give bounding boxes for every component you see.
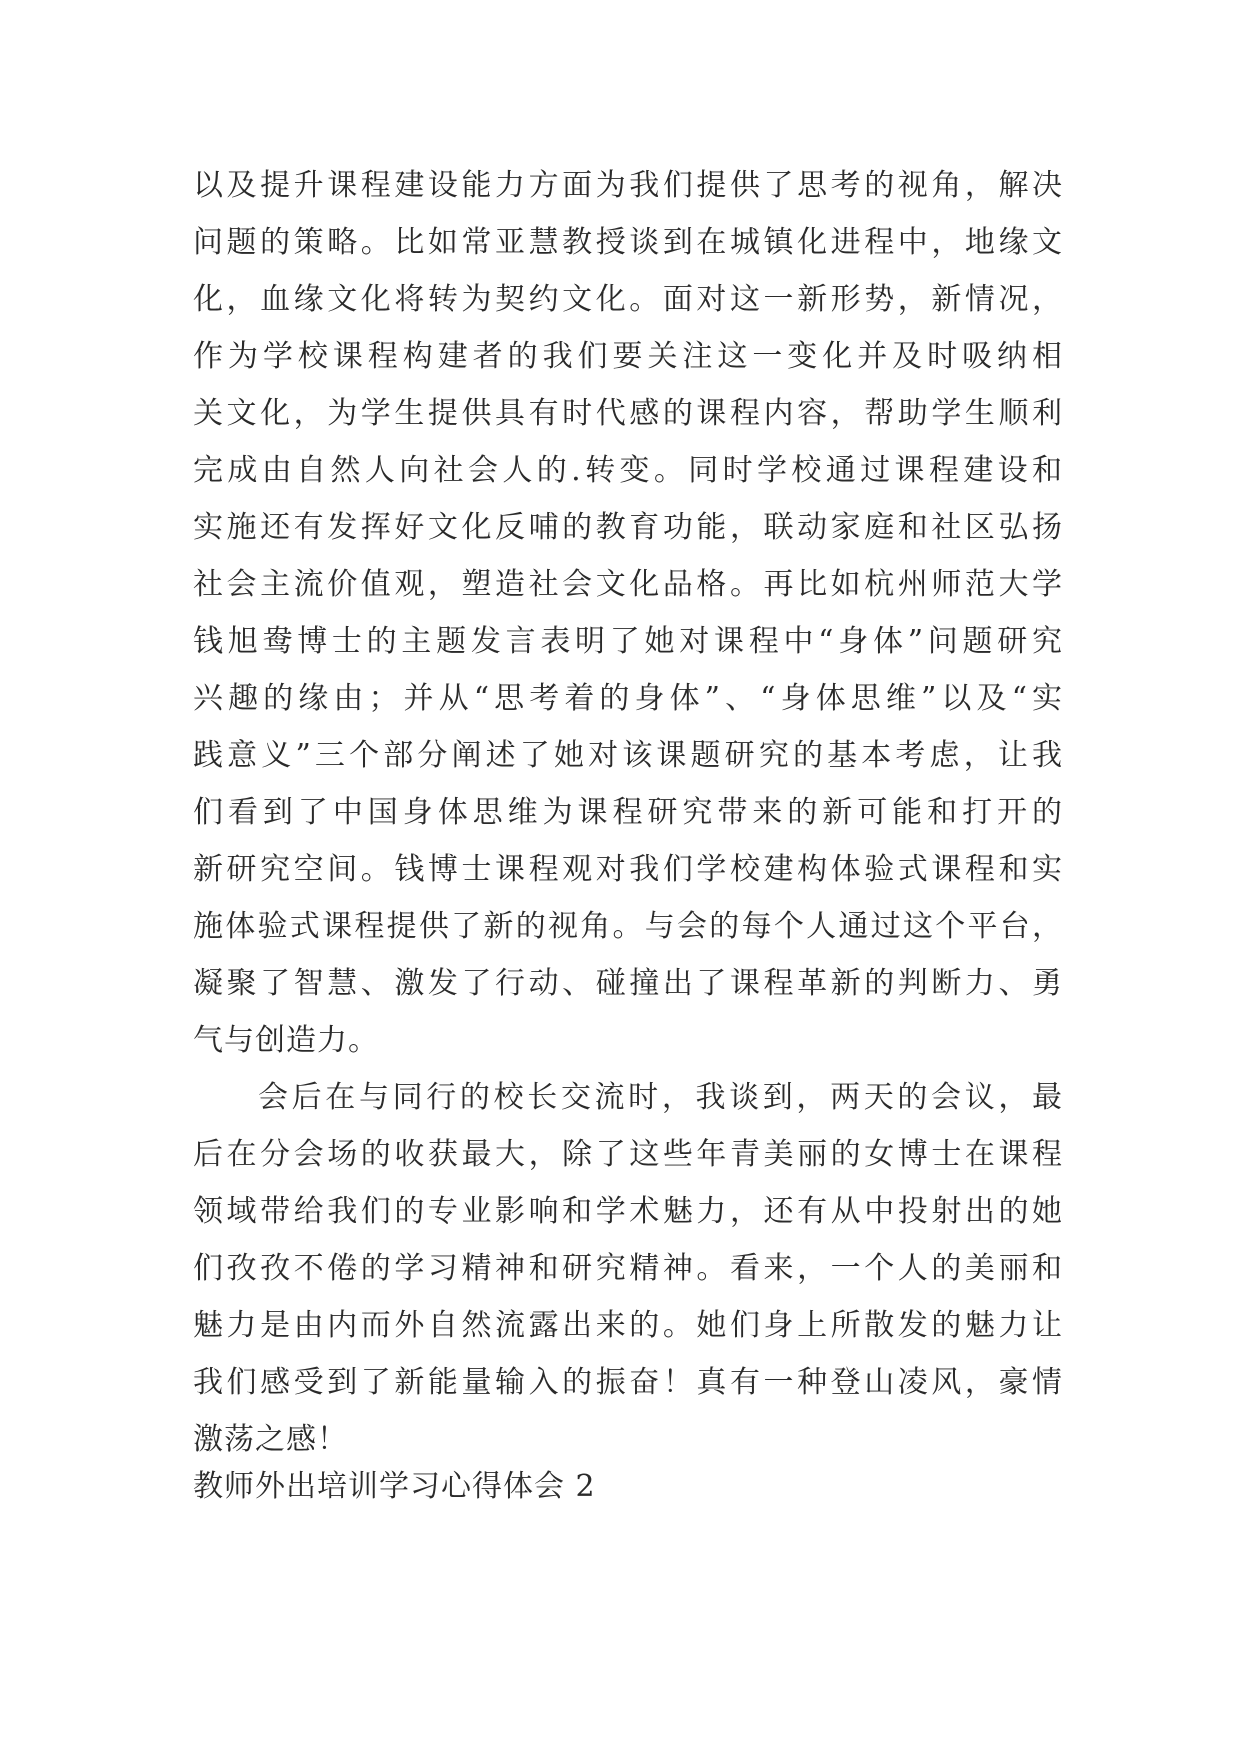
text-line: 激荡之感！	[193, 1422, 348, 1457]
text-line: 问题的策略。比如常亚慧教授谈到在城镇化进程中，地缘文	[193, 225, 1063, 260]
text-line: 气与创造力。	[193, 1023, 379, 1058]
text-line: 兴趣的缘由；并从“思考着的身体”、“身体思维”以及“实	[193, 681, 1063, 716]
text-line: 施体验式课程提供了新的视角。与会的每个人通过这个平台，	[193, 909, 1063, 944]
text-line: 凝聚了智慧、激发了行动、碰撞出了课程革新的判断力、勇	[193, 966, 1063, 1001]
text-line: 社会主流价值观，塑造社会文化品格。再比如杭州师范大学	[193, 567, 1063, 602]
text-line: 们看到了中国身体思维为课程研究带来的新可能和打开的	[193, 795, 1063, 830]
document-body	[193, 157, 1063, 1468]
text-line: 化，血缘文化将转为契约文化。面对这一新形势，新情况，	[193, 282, 1063, 317]
text-line: 会后在与同行的校长交流时，我谈到，两天的会议，最	[258, 1080, 1063, 1115]
text-line: 新研究空间。钱博士课程观对我们学校建构体验式课程和实	[193, 852, 1063, 887]
text-line: 完成由自然人向社会人的.转变。同时学校通过课程建设和	[193, 453, 1063, 488]
text-line: 实施还有发挥好文化反哺的教育功能，联动家庭和社区弘扬	[193, 510, 1063, 545]
text-line: 魅力是由内而外自然流露出来的。她们身上所散发的魅力让	[193, 1308, 1063, 1343]
text-line: 关文化，为学生提供具有时代感的课程内容，帮助学生顺利	[193, 396, 1063, 431]
section-heading: 教师外出培训学习心得体会 2	[193, 1469, 596, 1504]
text-line: 领域带给我们的专业影响和学术魅力，还有从中投射出的她	[193, 1194, 1063, 1229]
text-line: 钱旭鸯博士的主题发言表明了她对课程中“身体”问题研究	[193, 624, 1063, 659]
paragraph-1	[193, 157, 1063, 1069]
text-line: 后在分会场的收获最大，除了这些年青美丽的女博士在课程	[193, 1137, 1063, 1172]
text-line: 践意义”三个部分阐述了她对该课题研究的基本考虑，让我	[193, 738, 1063, 773]
text-line: 作为学校课程构建者的我们要关注这一变化并及时吸纳相	[193, 339, 1063, 374]
text-line: 们孜孜不倦的学习精神和研究精神。看来，一个人的美丽和	[193, 1251, 1063, 1286]
paragraph-2	[193, 1069, 1063, 1468]
text-line: 我们感受到了新能量输入的振奋！真有一种登山凌风，豪情	[193, 1365, 1063, 1400]
text-line: 以及提升课程建设能力方面为我们提供了思考的视角，解决	[193, 168, 1063, 203]
